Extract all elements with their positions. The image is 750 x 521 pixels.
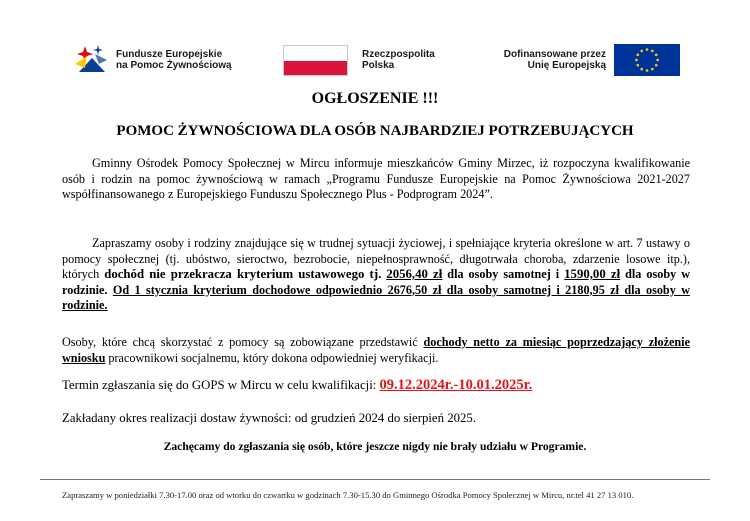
income-proof-text: dochody netto za miesiąc poprzedzający złożenie wniosku: [62, 335, 690, 365]
fe-line-2: na Pomoc Żywnościową: [116, 60, 232, 71]
deadline-date: 09.12.2024r.-10.01.2025r.: [379, 377, 533, 393]
rp-logo-text: [362, 49, 435, 71]
fe-line-1: Fundusze Europejskie: [116, 49, 223, 60]
paragraph-encouragement: Zachęcamy do zgłaszania się osób, które jeszcze nigdy nie brały udziału w Programie.: [163, 440, 587, 453]
amount-family: 1590,00 zł: [564, 267, 621, 281]
new-criteria-text: Od 1 stycznia kryterium dochodowe odpowiednio 2676,50 zł dla osoby samotnej i 2180,95 zł dla osoby w rodzinie.: [62, 282, 690, 312]
ue-logo-text: [478, 49, 606, 71]
rp-line-2: Polska: [362, 60, 395, 71]
paragraph-delivery-period: Zakładany okres realizacji dostaw żywności: od grudzień 2024 do sierpień 2025.: [62, 411, 476, 425]
deadline-label: Termin zgłaszania się do GOPS w Mircu w celu kwalifikacji:: [62, 378, 380, 392]
paragraph-intro: Gminny Ośrodek Pomocy Społecznej w Mircu informuje mieszkańców Gminy Mirzec, iż rozpoczyna kwalifikowanie osób i rodzin na pomoc żywnościową w ramach „Programu Fundusze Europejskie na Pomoc Żywnościowa 2021-2027 współfinansowanego z Europejskiego Funduszu Społecznego Plus - Podprogram 2024”.: [62, 156, 690, 201]
paragraph-deadline: [62, 378, 690, 394]
criteria-family-label: dla osoby w rodzinie.: [62, 267, 690, 297]
criteria-single-label: dla osoby samotnej i: [442, 267, 565, 281]
rp-line-1: Rzeczpospolita: [362, 49, 435, 60]
announcement-subtitle: POMOC ŻYWNOŚCIOWA DLA OSÓB NAJBARDZIEJ POTRZEBUJĄCYCH: [116, 123, 634, 139]
income-criterion-text: dochód nie przekracza kryterium ustawowego tj.: [104, 267, 382, 281]
poland-flag-icon: [283, 45, 348, 76]
logo-bar: [0, 40, 750, 80]
footer-divider: [40, 479, 710, 480]
ue-line-1: Dofinansowane przez: [503, 49, 606, 60]
ue-line-2: Unię Europejską: [527, 60, 606, 71]
eu-flag-icon: [614, 44, 680, 76]
documents-text: Osoby, które chcą skorzystać z pomocy są zobowiązane przedstawić: [62, 335, 424, 349]
paragraph-criteria: [62, 236, 690, 314]
criteria-text: Zapraszamy osoby i rodziny znajdujące się w trudnej sytuacji życiowej, i spełniające kryteria określone w art. 7 ustawy o pomocy społecznej (tj. ubóstwo, sieroctwo, bezrobocie, niepełnosprawność, długotrwała choroba, zdarzenie losowe itp.), których: [62, 236, 690, 281]
fe-logo-text: [116, 49, 232, 71]
announcement-title: OGŁOSZENIE !!!: [311, 90, 439, 107]
documents-text-end: pracownikowi socjalnemu, który dokona odpowiedniej weryfikacji.: [105, 350, 439, 365]
paragraph-documents: [62, 335, 690, 366]
amount-single: 2056,40 zł: [386, 267, 443, 281]
fundusze-europejskie-logo-icon: [73, 42, 111, 78]
footer-text: Zapraszamy w poniedziałki 7.30-17.00 oraz od wtorku do czwartku w godzinach 7.30-15.30 do Gminnego Ośrodka Pomocy Społecznej w Mircu, nr.tel 41 27 13 010.: [62, 490, 634, 500]
